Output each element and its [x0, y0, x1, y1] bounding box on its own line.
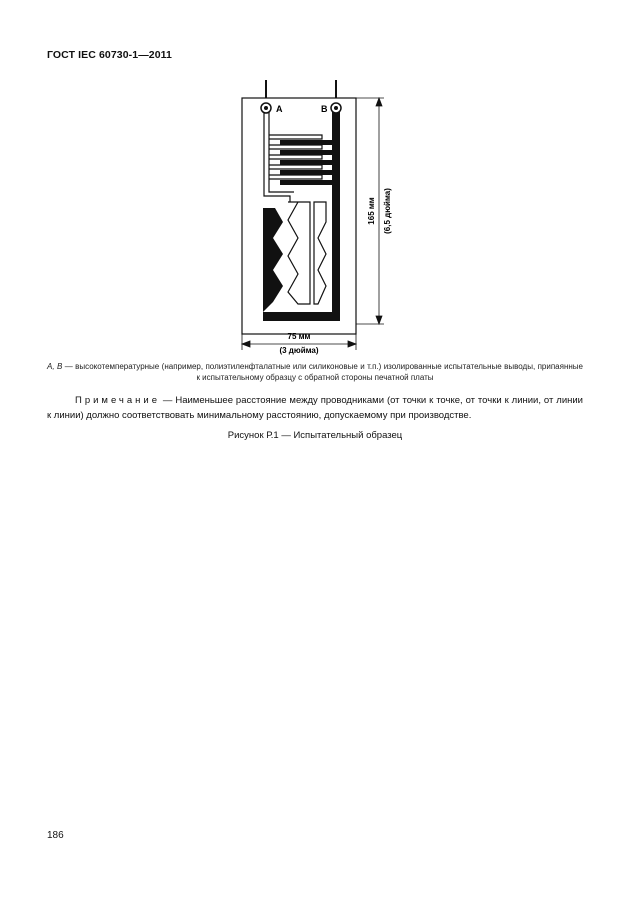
pcb-drawing: [230, 78, 400, 358]
height-imperial-label: (6,5 дюйма): [383, 188, 392, 234]
figure-legend: [47, 361, 583, 383]
terminal-a-label: A: [276, 104, 283, 114]
note-text: — Наименьшее расстояние между проводниками (от точки к точке, от точки к линии, от линии к линии) должно соответствовать минимальному расстоянию, допускаемому при производстве.: [47, 395, 583, 421]
note-label: Примечание: [75, 395, 160, 406]
terminal-b-label: B: [321, 104, 328, 114]
legend-text: — высокотемпературные (например, полиэтиленфталатные или силиконовые и т.п.) изолированные испытательные выводы, припаянные к испытательному образцу с обратной стороны печатной платы: [62, 362, 583, 382]
standard-header: ГОСТ IEC 60730-1—2011: [47, 49, 172, 61]
legend-key: А, В: [47, 362, 63, 371]
test-specimen-figure: [230, 78, 400, 358]
page-number: 186: [47, 830, 64, 841]
height-metric-label: 165 мм: [367, 197, 376, 225]
width-metric-label: 75 мм: [287, 332, 311, 341]
figure-caption: Рисунок Р.1 — Испытательный образец: [227, 430, 403, 441]
note-paragraph: [47, 393, 583, 423]
width-imperial-label: (3 дюйма): [279, 346, 319, 355]
